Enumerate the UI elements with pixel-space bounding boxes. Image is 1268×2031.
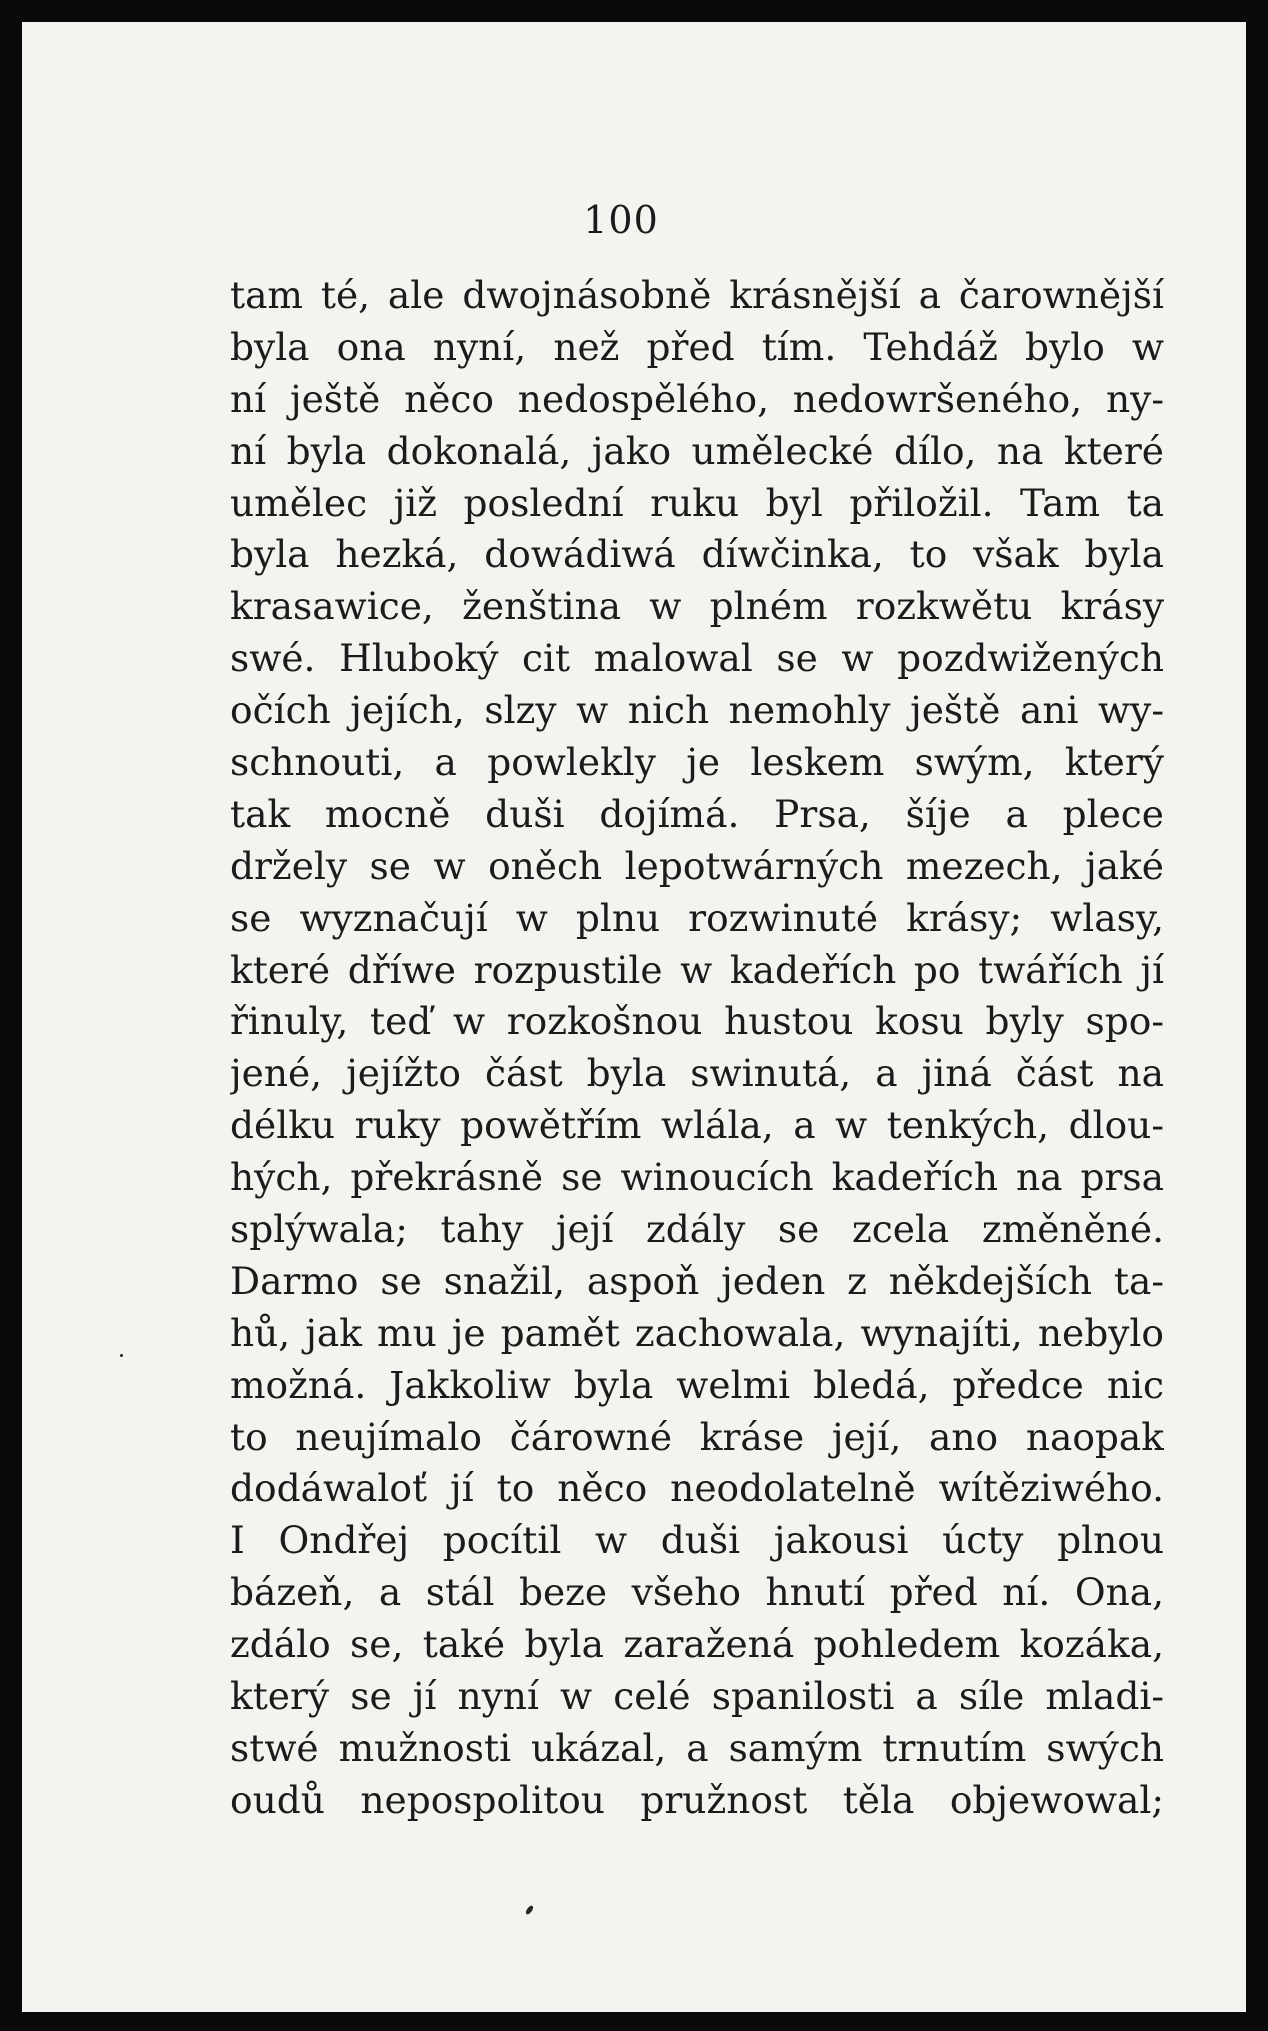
text-line: schnouti, a powlekly je leskem swým, který <box>230 740 1164 785</box>
text-line: bázeň, a stál beze všeho hnutí před ní. Ona, <box>230 1570 1164 1615</box>
text-line: ní ještě něco nedospělého, nedowršeného, ny- <box>230 376 1164 421</box>
text-line: tam té, ale dwojnásobně krásnější a čarownější <box>230 273 1164 317</box>
ink-speck <box>525 1904 535 1915</box>
text-line: který se jí nyní w celé spanilosti a síle mladi- <box>230 1674 1164 1719</box>
text-line: byla ona nyní, než před tím. Tehdáž bylo w <box>230 324 1164 369</box>
page-number: 100 <box>583 198 659 242</box>
text-line: možná. Jakkoliw byla welmi bledá, předce nic <box>230 1362 1164 1407</box>
text-line: krasawice, ženština w plném rozkwětu krásy <box>230 584 1164 629</box>
text-line: Darmo se snažil, aspoň jeden z někdejších ta- <box>230 1258 1164 1303</box>
text-line: byla hezká, dowádiwá díwčinka, to však byla <box>230 532 1164 577</box>
text-line: délku ruky powětřím wlála, a w tenkých, dlou- <box>230 1103 1164 1148</box>
text-line: se wyznačují w plnu rozwinuté krásy; wlasy, <box>230 895 1164 940</box>
text-line: jené, jejížto část byla swinutá, a jiná část na <box>230 1051 1164 1096</box>
text-line: to neujímalo čárowné kráse její, ano naopak <box>230 1414 1164 1459</box>
text-line: splýwala; tahy její zdály se zcela změněné. <box>230 1207 1164 1252</box>
text-line: které dříwe rozpustile w kadeřích po twářích jí <box>230 947 1164 992</box>
text-line: řinuly, teď w rozkošnou hustou kosu byly spo- <box>230 999 1164 1044</box>
text-line: očích jejích, slzy w nich nemohly ještě ani wy- <box>230 688 1164 733</box>
text-line: I Ondřej pocítil w duši jakousi úcty plnou <box>230 1518 1164 1563</box>
page-edge <box>1220 22 1246 2012</box>
text-line: umělec již poslední ruku byl přiložil. Tam ta <box>230 480 1164 525</box>
text-line: hých, překrásně se winoucích kadeřích na prsa <box>230 1155 1164 1200</box>
text-line: swé. Hluboký cit malowal se w pozdwižených <box>230 636 1164 681</box>
text-line: dodáwaloť jí to něco neodolatelně wítěziwého. <box>230 1466 1164 1511</box>
text-line: hů, jak mu je pamět zachowala, wynajíti, nebylo <box>230 1310 1164 1355</box>
text-line: zdálo se, také byla zaražená pohledem kozáka, <box>230 1622 1164 1667</box>
text-line: stwé mužnosti ukázal, a samým trnutím swých <box>230 1725 1164 1770</box>
ink-speck <box>120 1354 123 1357</box>
text-line: ní byla dokonalá, jako umělecké dílo, na které <box>230 428 1164 473</box>
book-page <box>22 22 1220 2012</box>
body-text <box>230 270 1164 1827</box>
text-line: držely se w oněch lepotwárných mezech, jaké <box>230 843 1164 888</box>
text-line: tak mocně duši dojímá. Prsa, šíje a plece <box>230 791 1164 836</box>
text-line: oudů nepospolitou pružnost těla objewowal; <box>230 1777 1164 1822</box>
